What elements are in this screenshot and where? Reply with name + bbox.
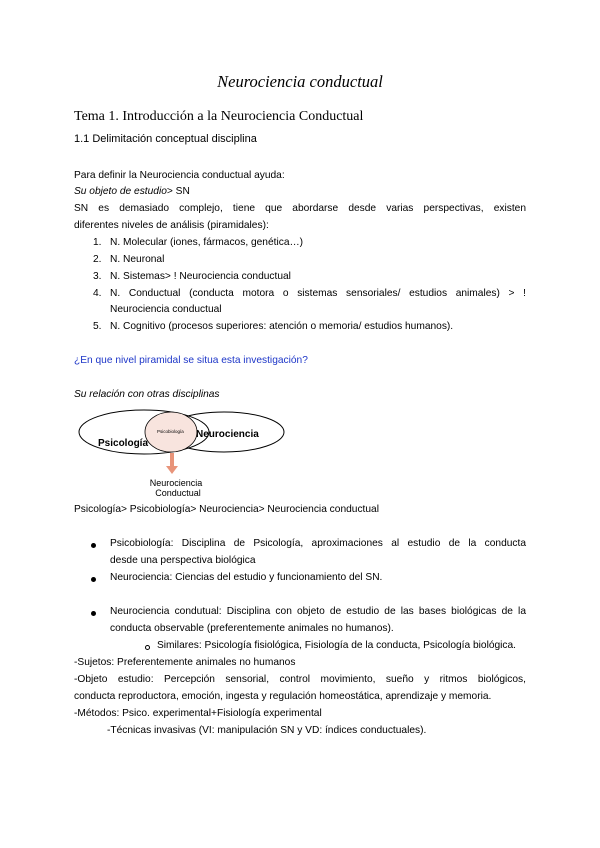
level-num: 3. bbox=[93, 271, 102, 282]
objeto-estudio-line2: conducta reproductora, emoción, ingesta y regulación homeostática, aprendizaje y memoria. bbox=[74, 691, 492, 702]
level-text: N. Cognitivo (procesos superiores: atención o memoria/ estudios humanos). bbox=[110, 321, 454, 332]
bullet-line-continued: conducta observable (preferentemente animales no humanos). bbox=[110, 623, 394, 634]
discipline-diagram bbox=[74, 402, 294, 502]
level-num: 4. bbox=[93, 288, 102, 299]
metodos-line: -Métodos: Psico. experimental+Fisiología experimental bbox=[74, 708, 322, 719]
bullet-line: Neurociencia: Ciencias del estudio y funcionamiento del SN. bbox=[110, 572, 383, 583]
bullet-dot bbox=[91, 543, 96, 548]
level-text: N. Sistemas> ! Neurociencia conductual bbox=[110, 271, 291, 282]
sn-paragraph-line1: SN es demasiado complejo, tiene que abordarse desde varias perspectivas, existen bbox=[74, 203, 526, 214]
objeto-value: > SN bbox=[166, 186, 190, 197]
neurociencia-label: Neurociencia bbox=[196, 429, 259, 440]
result-arrow-shaft bbox=[170, 453, 174, 467]
level-text: N. Molecular (iones, fármacos, genética…) bbox=[110, 237, 304, 248]
result-arrow-head bbox=[166, 466, 178, 474]
bullet-line: Psicobiología: Disciplina de Psicología, aproximaciones al estudio de la conducta bbox=[110, 538, 526, 549]
level-num: 1. bbox=[93, 237, 102, 248]
bullet-line: Neurociencia condutual: Disciplina con objeto de estudio de las bases biológicas de la bbox=[110, 606, 526, 617]
objeto-line bbox=[74, 186, 190, 197]
result-label-line1: Neurociencia bbox=[149, 478, 203, 488]
level-text: N. Neuronal bbox=[110, 254, 165, 265]
bullet-dot bbox=[91, 611, 96, 616]
result-label-line2: Conductual bbox=[155, 488, 201, 498]
objeto-label: Su objeto de estudio bbox=[74, 186, 167, 197]
bullet-dot bbox=[91, 577, 96, 582]
relation-heading: Su relación con otras disciplinas bbox=[74, 389, 220, 400]
level-text-continued: Neurociencia conductual bbox=[110, 304, 222, 315]
level-num: 2. bbox=[93, 254, 102, 265]
tecnicas-line: -Técnicas invasivas (VI: manipulación SN y VD: índices conductuales). bbox=[107, 725, 427, 736]
hierarchy-line: Psicología> Psicobiología> Neurociencia> Neurociencia conductual bbox=[74, 504, 379, 515]
psicobiologia-label: Psicobiología bbox=[157, 429, 184, 434]
bullet-line-continued: desde una perspectiva biológica bbox=[110, 555, 256, 566]
intro-text: Para definir la Neurociencia conductual ayuda: bbox=[74, 170, 285, 181]
section-heading: 1.1 Delimitación conceptual disciplina bbox=[74, 133, 257, 145]
level-text: N. Conductual (conducta motora o sistemas sensoriales/ estudios animales) > ! bbox=[110, 288, 526, 299]
level-num: 5. bbox=[93, 321, 102, 332]
sujetos-line: -Sujetos: Preferentemente animales no humanos bbox=[74, 657, 296, 668]
objeto-estudio-line1: -Objeto estudio: Percepción sensorial, control movimiento, sueño y ritmos biológicos, bbox=[74, 674, 526, 685]
psicologia-label: Psicología bbox=[98, 438, 149, 449]
sub-bullet-circle bbox=[145, 645, 150, 650]
similares-line: Similares: Psicología fisiológica, Fisiología de la conducta, Psicología biológica. bbox=[157, 640, 517, 651]
chapter-heading: Tema 1. Introducción a la Neurociencia Conductual bbox=[74, 109, 364, 124]
research-question: ¿En que nivel piramidal se situa esta investigación? bbox=[74, 355, 308, 366]
document-title: Neurociencia conductual bbox=[217, 72, 383, 91]
sn-paragraph-line2: diferentes niveles de análisis (piramidales): bbox=[74, 220, 269, 231]
